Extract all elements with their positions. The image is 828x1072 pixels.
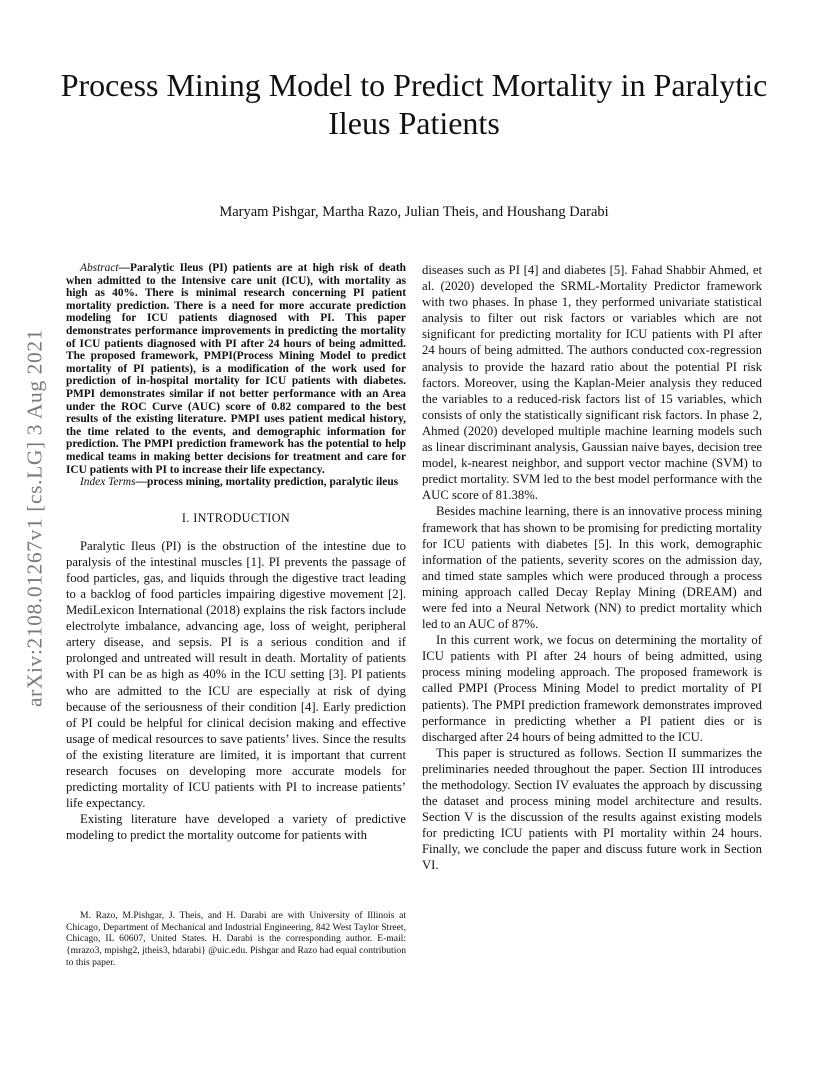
body-paragraph: Besides machine learning, there is an innovative process mining framework that has shown to be promising for predicting mortality for ICU patients with diabetes [5]. In this work, demographic information of the patients, severity scores on the admission day, and timed state samples which were produced through a process mining approach called Decay Replay Mining (DREAM) and were fed into a Neural Network (NN) to predict mortality which led to an AUC of 87%. xyxy=(422,504,762,632)
index-terms-label: Index Terms xyxy=(80,476,136,489)
paper-title: Process Mining Model to Predict Mortality in Paralytic Ileus Patients xyxy=(60,67,768,141)
intro-paragraph: Existing literature have developed a variety of predictive modeling to predict the mortality outcome for patients with xyxy=(66,812,406,843)
section-heading-introduction: I. INTRODUCTION xyxy=(181,510,291,525)
abstract-label: Abstract xyxy=(80,262,119,274)
right-column xyxy=(422,262,762,874)
abstract-text: —Paralytic Ileus (PI) patients are at high risk of death when admitted to the Intensive care unit (ICU), with mortality as high as 40%. There is minimal research concerning PI patient mortality prediction. There is a need for more accurate prediction modeling for ICU patients diagnosed with PI. This paper demonstrates performance improvements in predicting the mortality of ICU patients diagnosed with PI after 24 hours of being admitted. The proposed framework, PMPI(Process Mining Model to predict mortality of PI patients), is a modification of the work used for prediction of in-hospital mortality for ICU patients with diabetes. PMPI demonstrates similar if not better performance with an Area under the ROC Curve (AUC) score of 0.82 compared to the best results of the existing literature. PMPI uses patient medical history, the time related to the events, and demographic information for prediction. The PMPI prediction framework has the potential to help medical teams in making better decisions for treatment and care for ICU patients with PI to increase their life expectancy. xyxy=(66,262,406,476)
arxiv-identifier-text: arXiv:2108.01267v1 [cs.LG] 3 Aug 2021 xyxy=(22,328,47,708)
author-list: Maryam Pishgar, Martha Razo, Julian Theis, and Houshang Darabi xyxy=(219,204,609,220)
abstract xyxy=(66,262,406,476)
index-terms-text: —process mining, mortality prediction, paralytic ileus xyxy=(135,476,399,489)
footnote-block xyxy=(66,910,406,969)
arxiv-identifier-stamp xyxy=(10,288,60,748)
body-paragraph: In this current work, we focus on determining the mortality of ICU patients with PI after 24 hours of being admitted, using process mining modeling approach. The proposed framework is called PMPI (Process Mining Model to predict mortality of PI patients). The PMPI prediction framework demonstrates improved performance in predicting whether a PI patient dies or is discharged after 24 hours of being admitted to the ICU. xyxy=(422,633,762,744)
affiliation-footnote: M. Razo, M.Pishgar, J. Theis, and H. Darabi are with University of Illinois at Chicago, Department of Mechanical and Industrial Engineering, 842 West Taylor Street, Chicago, IL 60607, United States. H. Darabi is the corresponding author. E-mail: {mrazo3, mpishg2, jtheis3, hdarabi} @uic.edu. Pishgar and Razo had equal contribution to this paper. xyxy=(66,910,406,968)
left-column xyxy=(66,262,406,843)
index-terms xyxy=(66,476,406,489)
body-paragraph: This paper is structured as follows. Section II summarizes the preliminaries needed throughout the paper. Section III introduces the methodology. Section IV evaluates the approach by discussing the dataset and process mining model architecture and results. Section V is the discussion of the results against existing models for predicting ICU patients with PI mortality within 24 hours. Finally, we conclude the paper and discuss future work in Section VI. xyxy=(422,745,762,873)
intro-paragraph: Paralytic Ileus (PI) is the obstruction of the intestine due to paralysis of the intestinal muscles [1]. PI prevents the passage of food particles, gas, and liquids through the digestive tract leading to a backlog of food particles impairing digestive movement [2]. MediLexicon International (2018) explains the risk factors include electrolyte imbalance, advancing age, loss of weight, peripheral artery disease, and sepsis. PI is a serious condition and if prolonged and untreated will result in death. Mortality of patients with PI can be as high as 40% in the ICU setting [3]. PI patients who are admitted to the ICU are especially at risk of dying because of the seriousness of their condition [4]. Early prediction of PI could be helpful for clinical decision making and effective usage of medical resources to save patients’ lives. Since the results of the existing literature are limited, it is important that current research focuses on developing more accurate models for predicting mortality of ICU patients with PI to increase patients’ life expectancy. xyxy=(66,538,406,811)
body-paragraph: diseases such as PI [4] and diabetes [5]. Fahad Shabbir Ahmed, et al. (2020) developed the SRML-Mortality Predictor framework with two phases. In phase 1, they performed univariate statistical analysis to filter out risk factors or variables which are not significant for predicting mortality for ICU patients with PI after 24 hours of being admitted. The authors conducted cox-regression analysis to provide the hazard ratio about the potential PI risk factors. Moreover, using the Kaplan-Meier analysis they reduced the variables to a reduced-risk factors list of 15 variables, which consists of only the statistically significant risk factors. In phase 2, Ahmed (2020) developed multiple machine learning models such as linear discriminant analysis, Gaussian naive bayes, decision tree model, k-nearest neighbor, and support vector machine (SVM) to predict mortality. SVM led to the best model performance with the AUC score of 81.38%. xyxy=(422,263,762,503)
